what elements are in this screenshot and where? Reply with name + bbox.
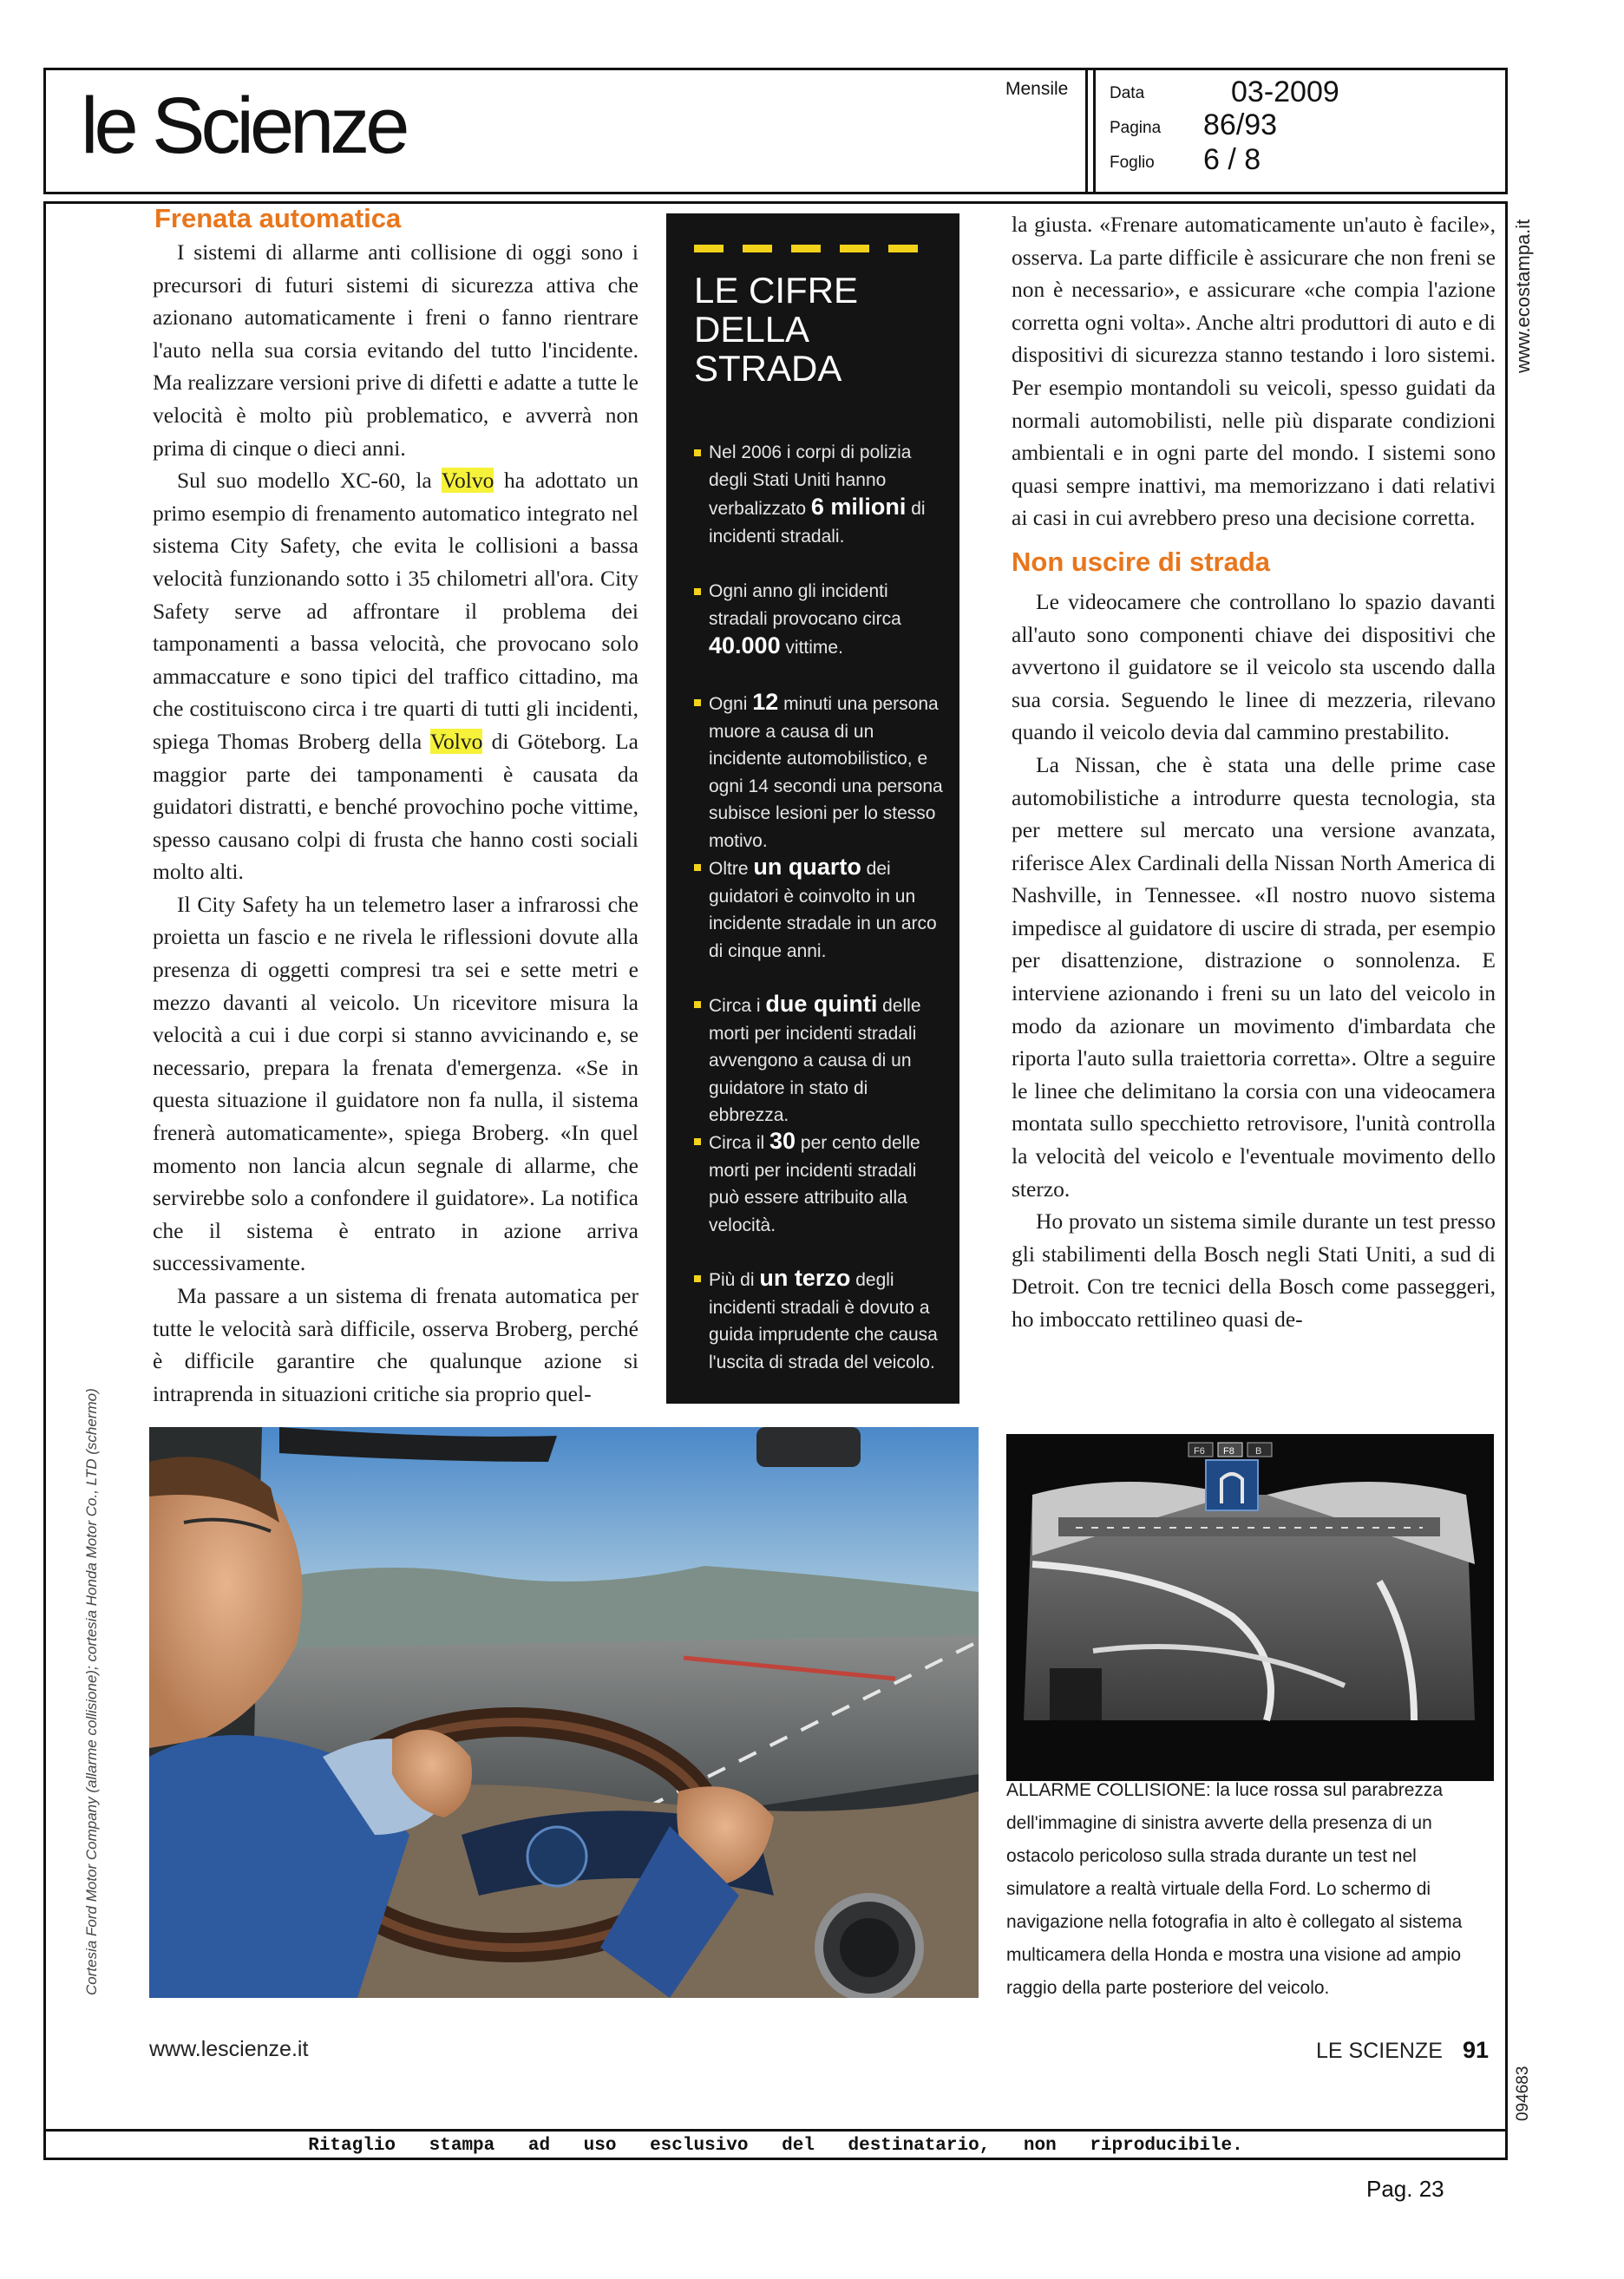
meta-label-foglio: Foglio	[1110, 154, 1155, 172]
side-code: 094683	[1514, 2066, 1532, 2121]
header-divider	[1093, 70, 1096, 194]
yellow-dash	[791, 245, 821, 252]
paragraph: I sistemi di allarme anti collisione di oggi sono i precursori di futuri sistemi di sicurezza attiva che azionano automaticamente i freni o fanno rientrare l'auto nella sua corsia evitando del tutto l'incidente. Ma realizzare versioni prive di difetti e adatte a tutte le velocità è molto più problematico, e avverrà non prima di cinque o dieci anni.	[153, 239, 638, 461]
yellow-dash	[743, 245, 772, 252]
box-title: LE CIFRE DELLA STRADA	[694, 270, 859, 389]
section-heading-uscire: Non uscire di strada	[1012, 546, 1271, 577]
header	[43, 68, 1508, 194]
paragraph: Le videocamere che controllano lo spazio davanti all'auto sono componenti chiave dei dispositivi che avvertono il guidatore se il veicolo sta uscendo dalla sua corsia. Seguendo le linee di mezzeria, rilevano quando il veicolo devia dal cammino prestabilito.	[1012, 588, 1496, 745]
magazine-logo: le Scienze	[81, 82, 406, 170]
yellow-dash	[888, 245, 918, 252]
footer-page-number: 91	[1463, 2037, 1490, 2063]
facts-box	[666, 213, 959, 1404]
fact-item: Circa i due quinti delle morti per incidenti stradali avvengono a causa di un guidatore in stato di ebbrezza.	[694, 991, 951, 1130]
right-column	[1012, 208, 1496, 1336]
yellow-dash	[694, 245, 724, 252]
paragraph: Sul suo modello XC-60, la Volvo ha adottato un primo esempio di frenamento automatico integrato nel sistema City Safety, che evita le collisioni a bassa velocità funzionando sotto i 35 chilometri all'ora. City Safety serve ad affrontare il problema dei tamponamenti a bassa velocità, che provocano solo ammaccature e sono tipici del traffico cittadino, ma che costituiscono circa i tre quarti di tutti gli incidenti, spiega Thomas Broberg della Volvo di Göteborg. La maggior parte dei tamponamenti è causata da guidatori distratti, e benché provochino poche vittime, spesso causano colpi di frusta che hanno costi sociali molto alti.	[153, 468, 638, 885]
photo-caption: ALLARME COLLISIONE: la luce rossa sul parabrezza dell'immagine di sinistra avverte della presenza di un ostacolo pericoloso sulla strada durante un test nel simulatore a realtà virtuale della Ford. Lo schermo di navigazione nella fotografia in alto è collegato al sistema multicamera della Honda e mostra una visione ad ampio raggio della parte posteriore del veicolo.	[1006, 1780, 1463, 1998]
meta-label-pagina: Pagina	[1110, 119, 1162, 137]
footer-url: www.lescienze.it	[149, 2037, 309, 2061]
fact-item: Oltre un quarto dei guidatori è coinvolto in un incidente stradale in un arco di cinque anni.	[694, 854, 951, 965]
header-divider	[1085, 70, 1088, 194]
footer-magazine: LE SCIENZE	[1316, 2039, 1443, 2063]
paragraph: Ma passare a un sistema di frenata automatica per tutte le velocità sarà difficile, osserva Broberg, perché è difficile garantire che qualunque azione si intraprenda in situazioni critiche sia proprio quel-	[153, 1283, 638, 1406]
paragraph: La Nissan, che è stata una delle prime case automobilistiche a introdurre questa tecnologia, sta per mettere sul mercato una versione avanzata, riferisce Alex Cardinali della Nissan North America di Nashville, in Tennessee. «Il nostro nuovo sistema impedisce al guidatore di uscire di strada, per esempio per disattenzione, distrazione o sonnolenza. E interviene azionando i freni su un lato del veicolo in modo da azionare un movimento d'imbardata che riporta l'auto sulla traiettoria corretta». Oltre a seguire le linee che delimitano la corsia con una videocamera montata sullo specchietto retrovisore, l'unità controlla la velocità del veicolo e l'eventuale movimento dello sterzo.	[1012, 751, 1496, 1202]
meta-value-pagina: 86/93	[1203, 108, 1278, 141]
screen-label: B	[1255, 1446, 1262, 1457]
paragraph: Il City Safety ha un telemetro laser a infrarossi che proietta un fascio e ne rivela le riflessioni dovute alla presenza di oggetti compresi tra sei e sette metri e mezzo davanti al veicolo. Un ricevitore misura la velocità a cui i due corpi si stanno avvicinando e, se necessario, prepara la frenata d'emergenza. «Se in questa situazione il guidatore non fa nulla, il sistema frenerà automaticamente», spiega Broberg. «In quel momento non lancia alcun segnale di allarme, che servirebbe solo a confondere il guidatore». La notifica che il sistema è entrato in azione arriva successivamente.	[153, 891, 638, 1276]
paragraph: la giusta. «Frenare automaticamente un'auto è facile», osserva. La parte difficile è assicurare che non freni se non è necessario», e assicurare «che compia l'azione corretta ogni volta». Anche altri produttori di auto e di dispositivi di sicurezza stanno testando i loro sistemi. Per esempio montandoli su veicoli, spesso guidati da normali automobilisti, nelle più disparate condizioni ambientali e in ogni parte del mondo. I sistemi sono quasi sempre inattivi, ma memorizzano i dati relativi ai casi in cui avrebbero preso una decisione corretta.	[1012, 212, 1496, 531]
fact-item: Circa il 30 per cento delle morti per incidenti stradali può essere attribuito alla velocità.	[694, 1128, 951, 1239]
fact-item: Più di un terzo degli incidenti stradali è dovuto a guida imprudente che causa l'uscita di strada del veicolo.	[694, 1265, 951, 1376]
section-heading-frenata: Frenata automatica	[154, 203, 402, 233]
yellow-dash	[840, 245, 869, 252]
navigation-screen-illustration	[1006, 1434, 1494, 1781]
driving-simulator-illustration	[149, 1427, 979, 1998]
paragraph: Ho provato un sistema simile durante un test presso gli stabilimenti della Bosch negli Stati Uniti, a sud di Detroit. Con tre tecnici della Bosch come passeggeri, ho imboccato rettilineo quasi de-	[1012, 1208, 1496, 1332]
photo-credit: Cortesia Ford Motor Company (allarme collisione); cortesia Honda Motor Co., LTD (schermo)	[83, 1388, 100, 1995]
meta-label-data: Data	[1110, 84, 1145, 102]
meta-value-foglio: 6 / 8	[1203, 143, 1261, 176]
left-column	[153, 236, 638, 1410]
footer-divider	[43, 2129, 1508, 2132]
side-url: www.ecostampa.it	[1512, 219, 1534, 373]
page-indicator: Pag. 23	[1366, 2176, 1444, 2202]
highlight: Volvo	[429, 728, 483, 754]
disclaimer: Ritaglio stampa ad uso esclusivo del destinatario, non riproducibile.	[308, 2136, 1243, 2156]
highlight: Volvo	[441, 468, 494, 494]
fact-item: Ogni anno gli incidenti stradali provocano circa 40.000 vittime.	[694, 578, 951, 662]
fact-item: Nel 2006 i corpi di polizia degli Stati Uniti hanno verbalizzato 6 milioni di incidenti stradali.	[694, 439, 951, 550]
meta-value-data: 03-2009	[1231, 75, 1339, 108]
frequency-label: Mensile	[1005, 79, 1069, 99]
screen-label: F6	[1194, 1446, 1205, 1457]
caption-lead: ALLARME COLLISIONE:	[1006, 1780, 1211, 1800]
fact-item: Ogni 12 minuti una persona muore a causa di un incidente automobilistico, e ogni 14 secondi una persona subisce lesioni per lo stesso motivo.	[694, 689, 951, 855]
screen-label: F8	[1223, 1446, 1234, 1457]
driving-simulator-photo	[149, 1427, 979, 1998]
navigation-screen-photo	[1006, 1434, 1494, 1781]
